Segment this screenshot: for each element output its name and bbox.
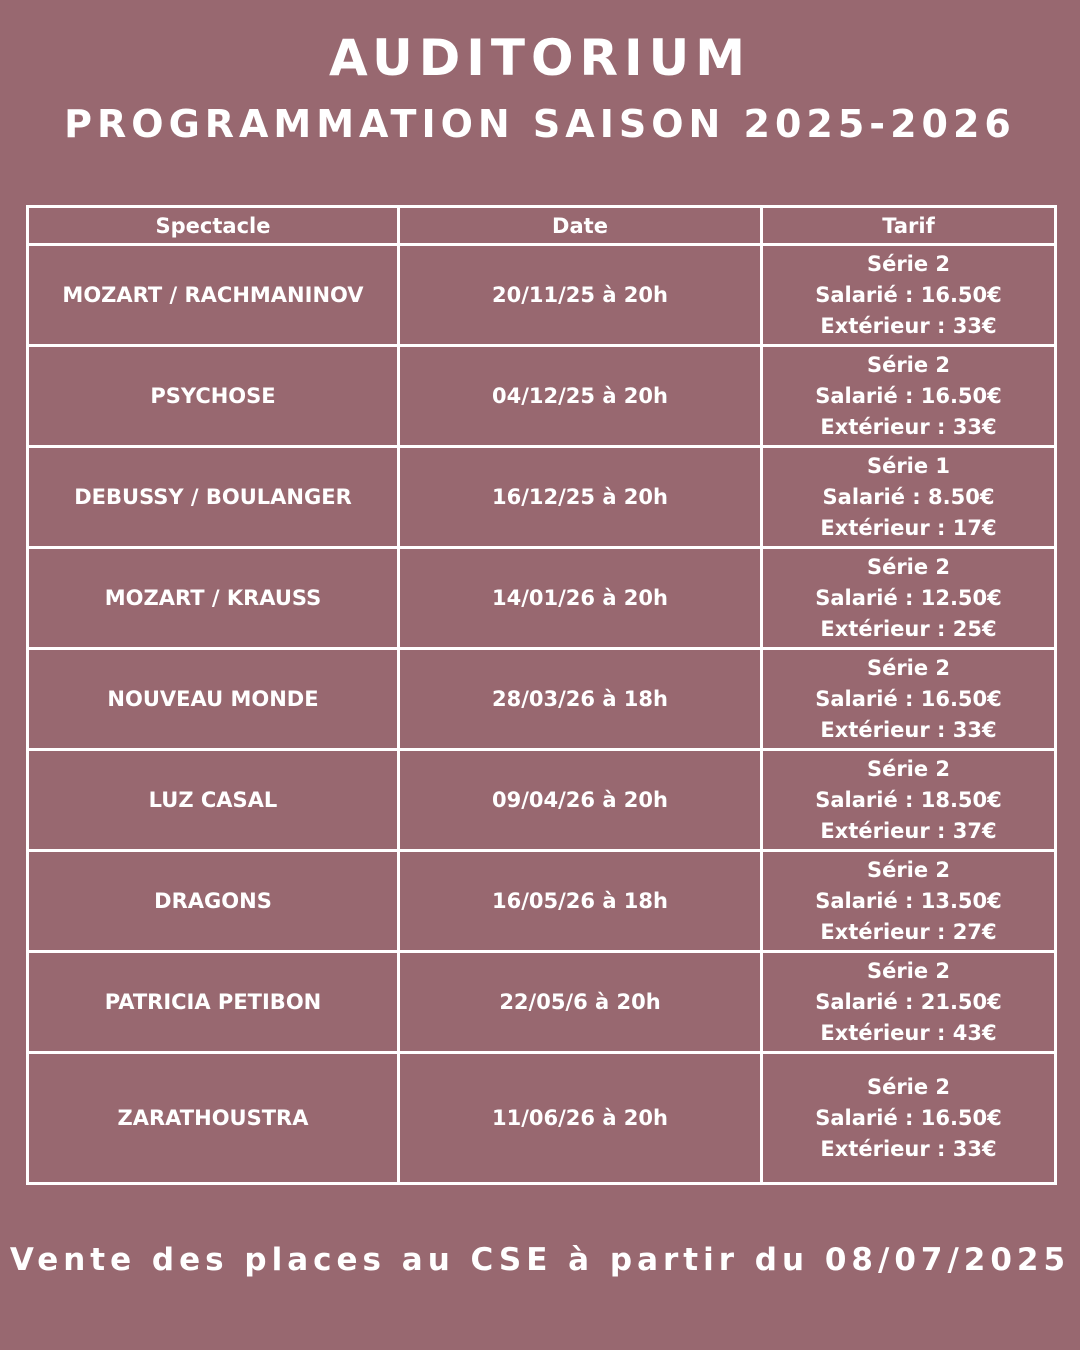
table-row <box>28 1053 1056 1184</box>
tarif-exterieur: Extérieur : 37€ <box>820 818 997 843</box>
tarif-exterieur: Extérieur : 33€ <box>820 717 997 742</box>
table-row <box>28 548 1056 649</box>
tarif-cell <box>762 649 1056 750</box>
spectacle-cell: MOZART / RACHMANINOV <box>28 245 399 346</box>
spectacle-cell: PATRICIA PETIBON <box>28 952 399 1053</box>
spectacle-cell: LUZ CASAL <box>28 750 399 851</box>
tarif-cell <box>762 750 1056 851</box>
programme-table <box>26 205 1057 1185</box>
spectacle-cell: DRAGONS <box>28 851 399 952</box>
tarif-salarie: Salarié : 16.50€ <box>815 1105 1002 1130</box>
tarif-exterieur: Extérieur : 33€ <box>820 1136 997 1161</box>
date-cell: 20/11/25 à 20h <box>399 245 762 346</box>
tarif-serie: Série 2 <box>866 756 951 781</box>
table-row <box>28 346 1056 447</box>
spectacle-cell: MOZART / KRAUSS <box>28 548 399 649</box>
tarif-serie: Série 2 <box>866 352 951 377</box>
column-header-spectacle: Spectacle <box>28 207 399 245</box>
tarif-salarie: Salarié : 12.50€ <box>815 585 1002 610</box>
table-header-row <box>28 207 1056 245</box>
page-subtitle: PROGRAMMATION SAISON 2025-2026 <box>64 102 1016 146</box>
date-cell: 14/01/26 à 20h <box>399 548 762 649</box>
tarif-exterieur: Extérieur : 43€ <box>820 1020 997 1045</box>
tarif-cell <box>762 346 1056 447</box>
tarif-exterieur: Extérieur : 25€ <box>820 616 997 641</box>
spectacle-cell: PSYCHOSE <box>28 346 399 447</box>
tarif-salarie: Salarié : 16.50€ <box>815 383 1002 408</box>
tarif-cell <box>762 447 1056 548</box>
tarif-serie: Série 1 <box>866 453 951 478</box>
tarif-cell <box>762 548 1056 649</box>
spectacle-cell: NOUVEAU MONDE <box>28 649 399 750</box>
tarif-serie: Série 2 <box>866 655 951 680</box>
tarif-salarie: Salarié : 13.50€ <box>815 888 1002 913</box>
table-row <box>28 649 1056 750</box>
tarif-serie: Série 2 <box>866 1074 951 1099</box>
date-cell: 04/12/25 à 20h <box>399 346 762 447</box>
sale-notice: Vente des places au CSE à partir du 08/07/2025 <box>9 1242 1071 1278</box>
date-cell: 22/05/6 à 20h <box>399 952 762 1053</box>
tarif-exterieur: Extérieur : 33€ <box>820 414 997 439</box>
column-header-tarif: Tarif <box>762 207 1056 245</box>
tarif-exterieur: Extérieur : 17€ <box>820 515 997 540</box>
tarif-serie: Série 2 <box>866 554 951 579</box>
tarif-serie: Série 2 <box>866 251 951 276</box>
tarif-cell <box>762 851 1056 952</box>
table-row <box>28 851 1056 952</box>
page-title: AUDITORIUM <box>329 29 751 87</box>
date-cell: 09/04/26 à 20h <box>399 750 762 851</box>
tarif-cell <box>762 1053 1056 1184</box>
tarif-exterieur: Extérieur : 33€ <box>820 313 997 338</box>
spectacle-cell: DEBUSSY / BOULANGER <box>28 447 399 548</box>
date-cell: 16/05/26 à 18h <box>399 851 762 952</box>
tarif-salarie: Salarié : 16.50€ <box>815 282 1002 307</box>
tarif-salarie: Salarié : 8.50€ <box>822 484 995 509</box>
tarif-serie: Série 2 <box>866 857 951 882</box>
column-header-date: Date <box>399 207 762 245</box>
date-cell: 11/06/26 à 20h <box>399 1053 762 1184</box>
table-row <box>28 447 1056 548</box>
tarif-exterieur: Extérieur : 27€ <box>820 919 997 944</box>
tarif-salarie: Salarié : 16.50€ <box>815 686 1002 711</box>
tarif-cell <box>762 952 1056 1053</box>
tarif-cell <box>762 245 1056 346</box>
tarif-salarie: Salarié : 18.50€ <box>815 787 1002 812</box>
date-cell: 28/03/26 à 18h <box>399 649 762 750</box>
table-row <box>28 750 1056 851</box>
tarif-serie: Série 2 <box>866 958 951 983</box>
spectacle-cell: ZARATHOUSTRA <box>28 1053 399 1184</box>
table-row <box>28 245 1056 346</box>
date-cell: 16/12/25 à 20h <box>399 447 762 548</box>
table-row <box>28 952 1056 1053</box>
tarif-salarie: Salarié : 21.50€ <box>815 989 1002 1014</box>
